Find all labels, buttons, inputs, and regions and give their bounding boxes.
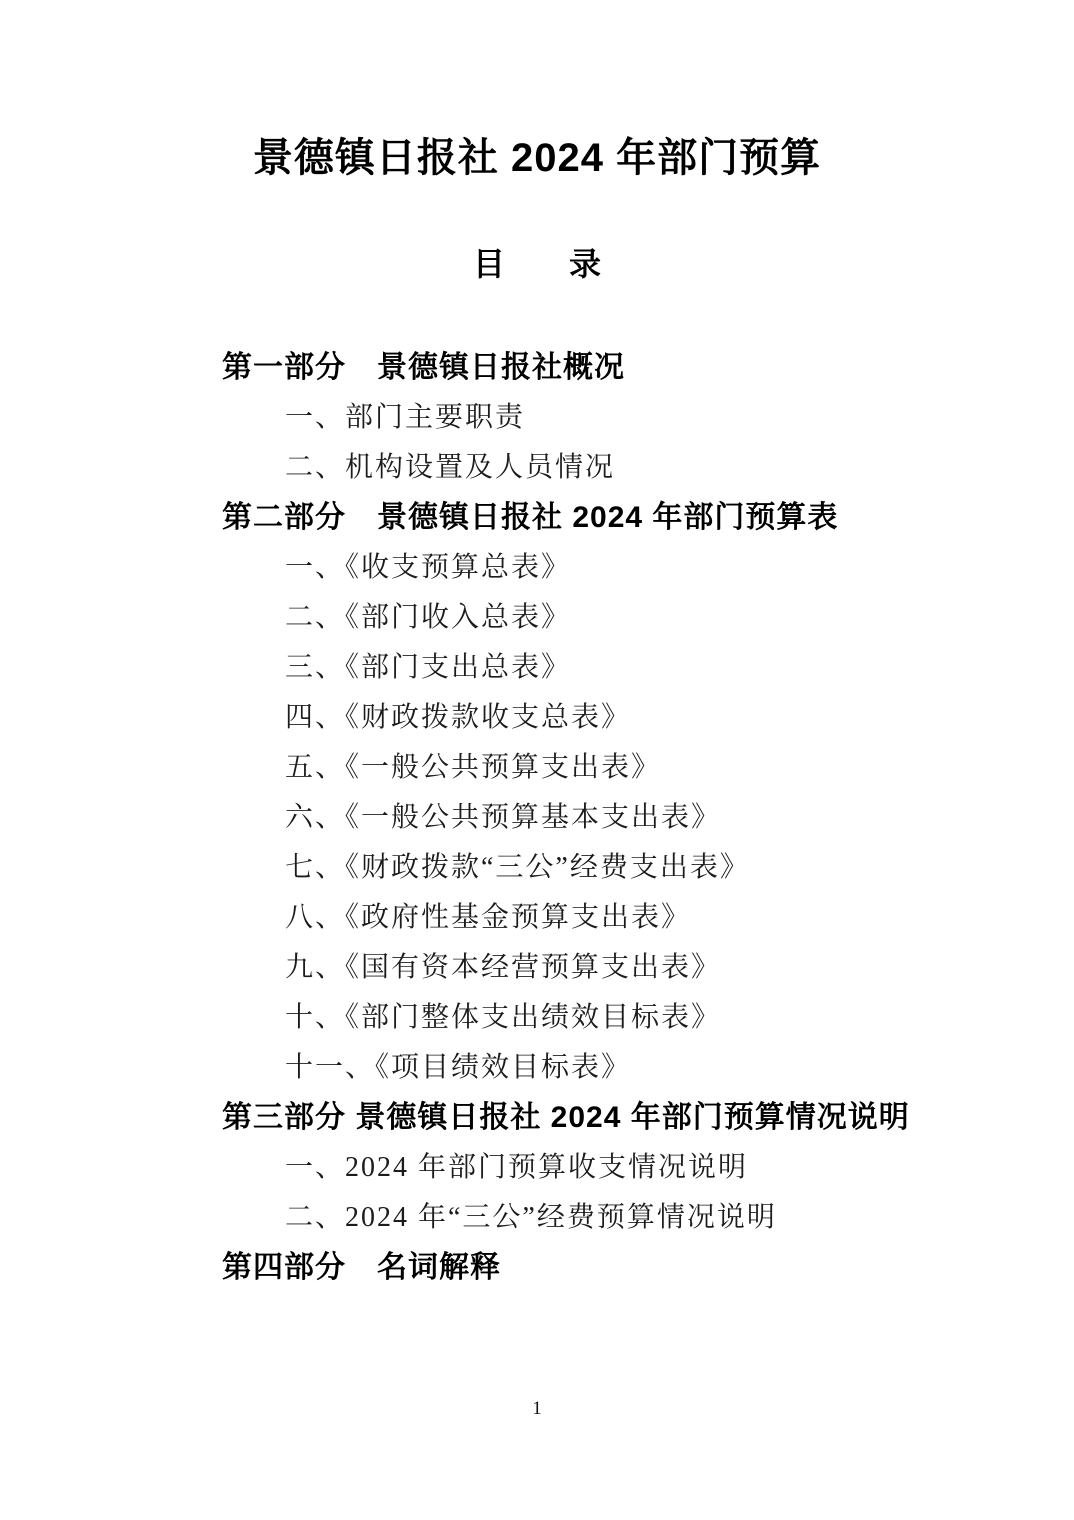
toc-item: 一、2024 年部门预算收支情况说明 bbox=[285, 1152, 749, 1183]
toc-item: 一、《收支预算总表》 bbox=[285, 552, 572, 583]
toc-item: 十一、《项目绩效目标表》 bbox=[285, 1052, 632, 1083]
toc-item: 一、部门主要职责 bbox=[285, 402, 526, 433]
toc-heading: 目 录 bbox=[472, 246, 601, 282]
toc-item: 六、《一般公共预算基本支出表》 bbox=[285, 802, 722, 833]
toc-item: 九、《国有资本经营预算支出表》 bbox=[285, 952, 722, 983]
toc-content bbox=[0, 343, 1074, 1293]
toc-item: 五、《一般公共预算支出表》 bbox=[285, 752, 662, 783]
toc-item: 二、《部门收入总表》 bbox=[285, 602, 572, 633]
page-number: 1 bbox=[532, 1398, 542, 1419]
toc-item: 四、《财政拨款收支总表》 bbox=[285, 702, 632, 733]
section-heading-part3: 第三部分 景德镇日报社 2024 年部门预算情况说明 bbox=[222, 1101, 910, 1134]
toc-item: 十、《部门整体支出绩效目标表》 bbox=[285, 1002, 722, 1033]
toc-item: 七、《财政拨款“三公”经费支出表》 bbox=[285, 852, 750, 883]
section-heading-part2: 第二部分 景德镇日报社 2024 年部门预算表 bbox=[222, 501, 839, 534]
toc-item: 二、机构设置及人员情况 bbox=[285, 452, 616, 483]
toc-item: 二、2024 年“三公”经费预算情况说明 bbox=[285, 1202, 777, 1233]
section-heading-part4: 第四部分 名词解释 bbox=[222, 1251, 501, 1284]
document-title: 景德镇日报社 2024 年部门预算 bbox=[252, 136, 822, 180]
section-heading-part1: 第一部分 景德镇日报社概况 bbox=[222, 351, 625, 384]
toc-item: 三、《部门支出总表》 bbox=[285, 652, 572, 683]
toc-item: 八、《政府性基金预算支出表》 bbox=[285, 902, 692, 933]
